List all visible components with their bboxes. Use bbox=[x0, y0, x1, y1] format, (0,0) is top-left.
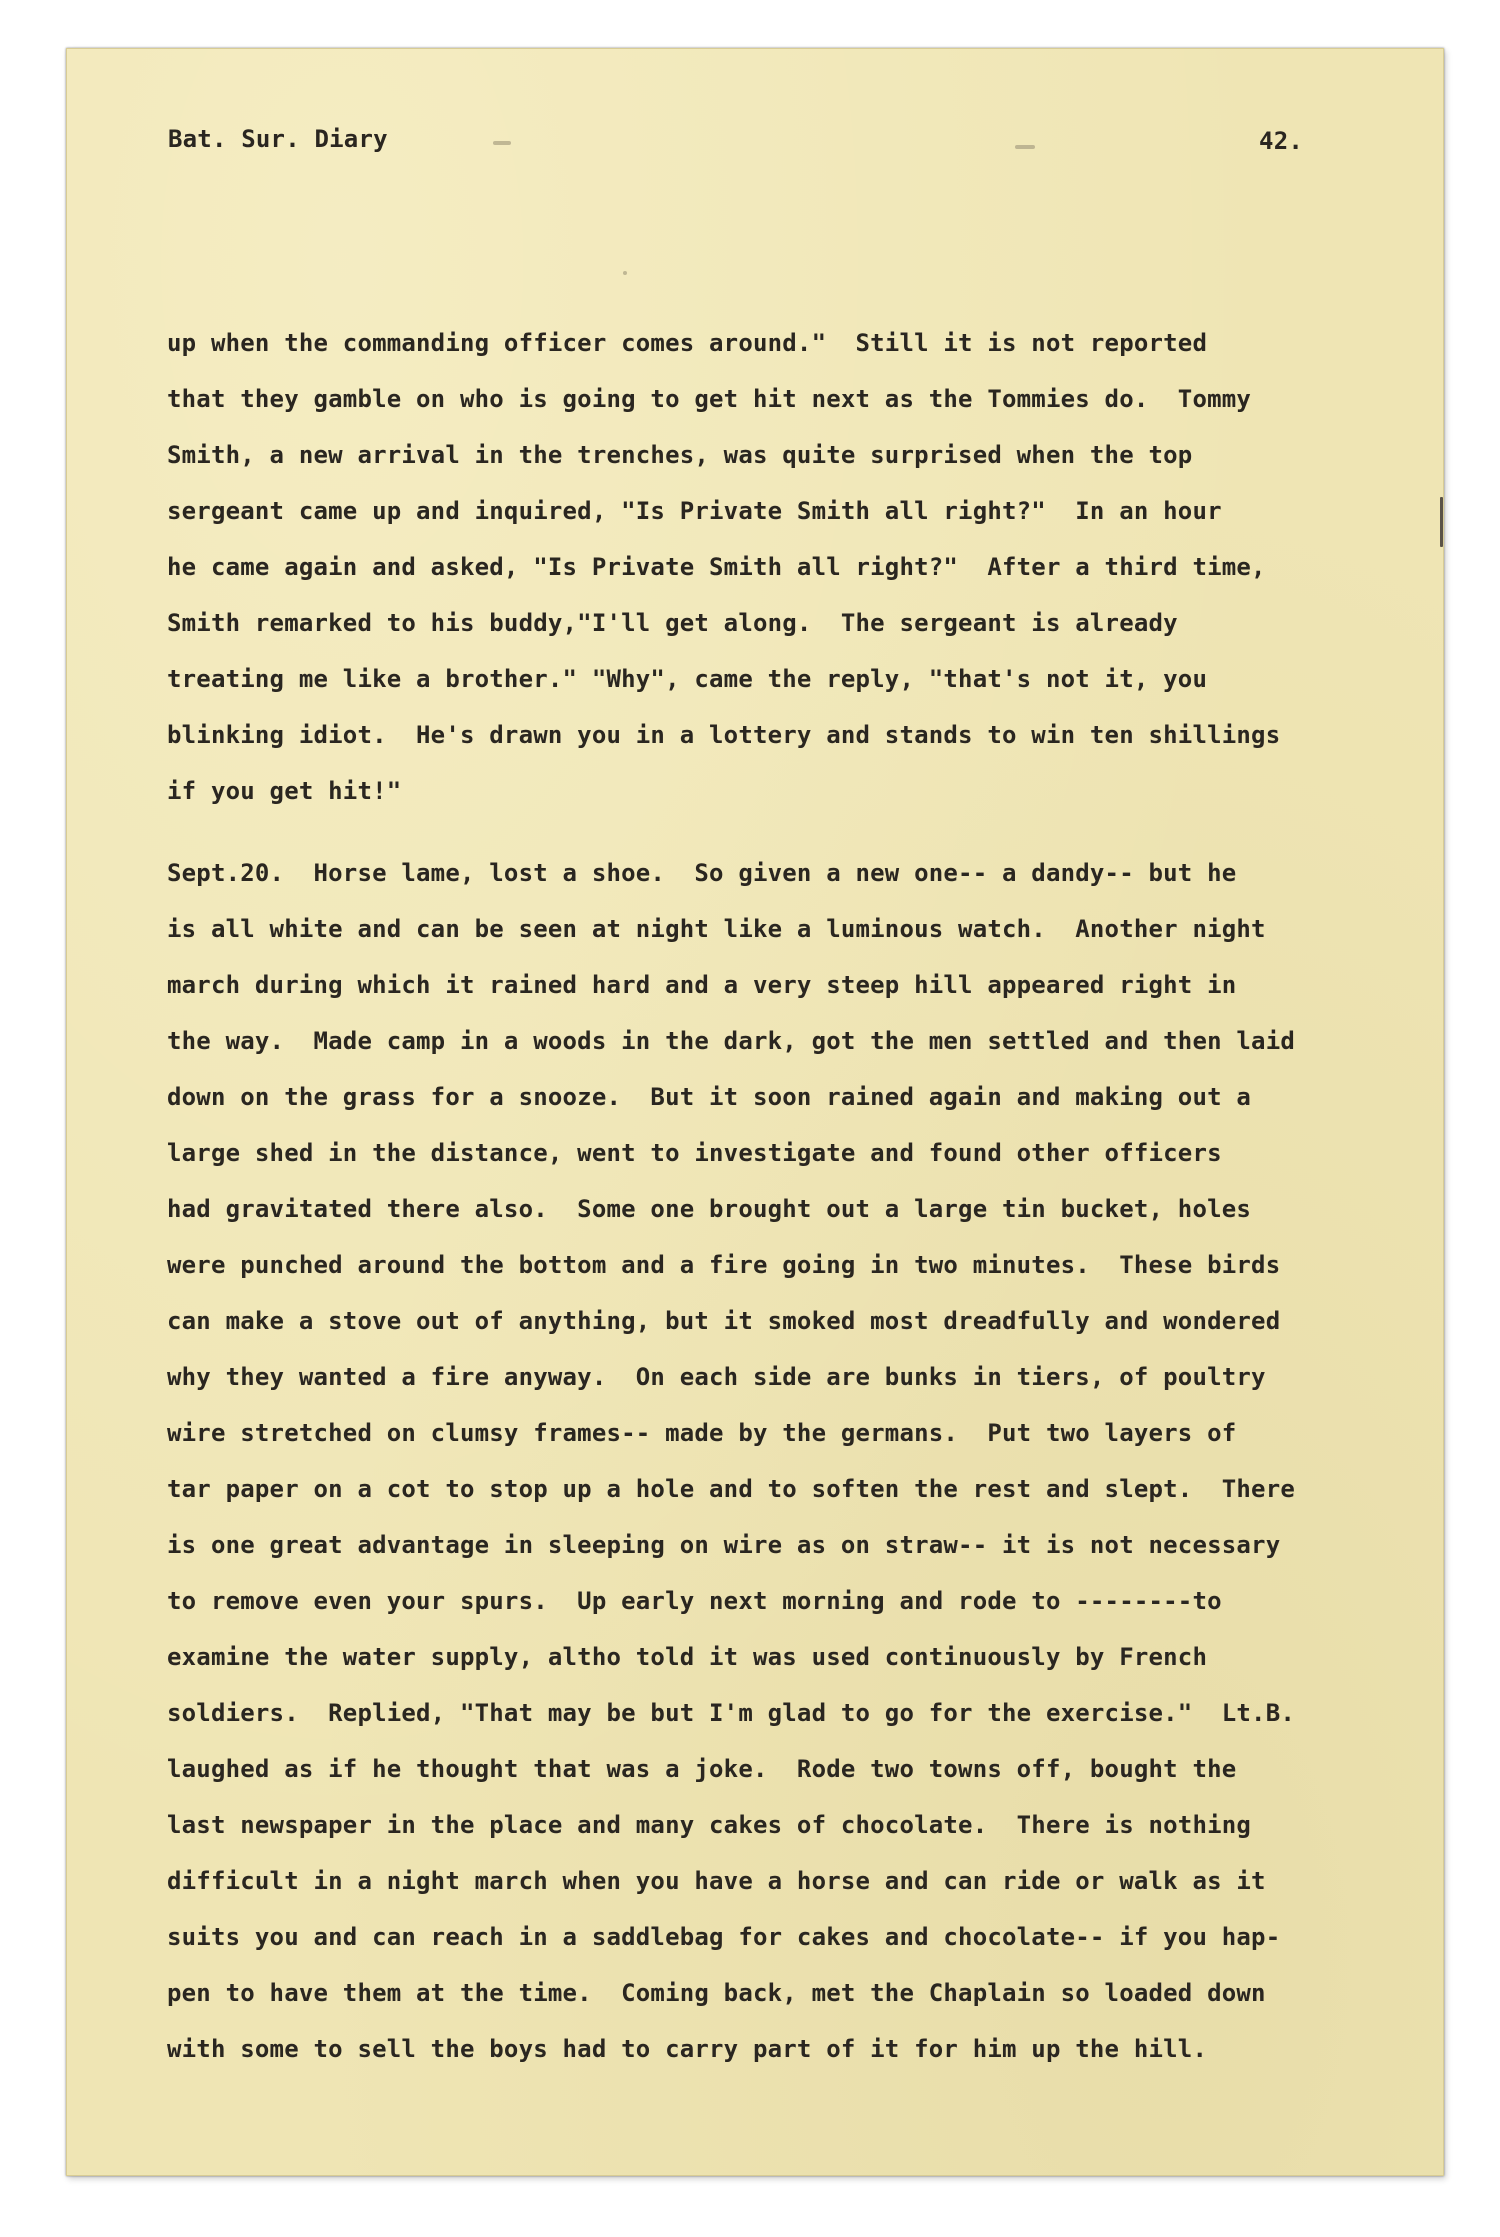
text-line: wire stretched on clumsy frames-- made by the germans. Put two layers of bbox=[167, 1419, 1237, 1447]
diary-body bbox=[167, 315, 1457, 2077]
paragraph-gap bbox=[167, 819, 1457, 845]
text-line: Smith remarked to his buddy,"I'll get along. The sergeant is already bbox=[167, 609, 1178, 637]
text-line: last newspaper in the place and many cakes of chocolate. There is nothing bbox=[167, 1811, 1252, 1839]
text-line: to remove even your spurs. Up early next morning and rode to --------to bbox=[167, 1587, 1222, 1615]
text-line: if you get hit!" bbox=[167, 777, 402, 805]
text-line: can make a stove out of anything, but it smoked most dreadfully and wondered bbox=[167, 1307, 1281, 1335]
text-line: laughed as if he thought that was a joke. Rode two towns off, bought the bbox=[167, 1755, 1237, 1783]
ink-smudge bbox=[623, 271, 627, 275]
text-line: treating me like a brother." "Why", came the reply, "that's not it, you bbox=[167, 665, 1208, 693]
paragraph bbox=[167, 845, 1457, 2077]
ink-smudge bbox=[493, 141, 511, 145]
text-line: down on the grass for a snooze. But it soon rained again and making out a bbox=[167, 1083, 1252, 1111]
text-line: Smith, a new arrival in the trenches, was quite surprised when the top bbox=[167, 441, 1193, 469]
text-line: why they wanted a fire anyway. On each side are bunks in tiers, of poultry bbox=[167, 1363, 1266, 1391]
text-line: is one great advantage in sleeping on wire as on straw-- it is not necessary bbox=[167, 1531, 1281, 1559]
text-line: were punched around the bottom and a fire going in two minutes. These birds bbox=[167, 1251, 1281, 1279]
text-line: that they gamble on who is going to get hit next as the Tommies do. Tommy bbox=[167, 385, 1252, 413]
ink-smudge bbox=[1015, 145, 1035, 149]
text-line: tar paper on a cot to stop up a hole and to soften the rest and slept. There bbox=[167, 1475, 1295, 1503]
text-line: up when the commanding officer comes around." Still it is not reported bbox=[167, 329, 1208, 357]
text-line: large shed in the distance, went to investigate and found other officers bbox=[167, 1139, 1222, 1167]
text-line: march during which it rained hard and a very steep hill appeared right in bbox=[167, 971, 1237, 999]
text-line: sergeant came up and inquired, "Is Private Smith all right?" In an hour bbox=[167, 497, 1222, 525]
text-line: had gravitated there also. Some one brought out a large tin bucket, holes bbox=[167, 1195, 1252, 1223]
text-line: with some to sell the boys had to carry part of it for him up the hill. bbox=[167, 2035, 1208, 2063]
text-line: the way. Made camp in a woods in the dark, got the men settled and then laid bbox=[167, 1027, 1295, 1055]
text-line: he came again and asked, "Is Private Smith all right?" After a third time, bbox=[167, 553, 1266, 581]
page-number: 42. bbox=[1259, 127, 1303, 155]
text-line: blinking idiot. He's drawn you in a lottery and stands to win ten shillings bbox=[167, 721, 1281, 749]
text-line: Sept.20. Horse lame, lost a shoe. So given a new one-- a dandy-- but he bbox=[167, 859, 1237, 887]
page-header-title: Bat. Sur. Diary bbox=[168, 125, 388, 153]
text-line: difficult in a night march when you have a horse and can ride or walk as it bbox=[167, 1867, 1266, 1895]
text-line: examine the water supply, altho told it was used continuously by French bbox=[167, 1643, 1208, 1671]
text-line: pen to have them at the time. Coming back, met the Chaplain so loaded down bbox=[167, 1979, 1266, 2007]
text-line: suits you and can reach in a saddlebag for cakes and chocolate-- if you hap- bbox=[167, 1923, 1281, 1951]
typed-page bbox=[66, 48, 1444, 2176]
paragraph bbox=[167, 315, 1457, 819]
text-line: is all white and can be seen at night like a luminous watch. Another night bbox=[167, 915, 1266, 943]
text-line: soldiers. Replied, "That may be but I'm glad to go for the exercise." Lt.B. bbox=[167, 1699, 1295, 1727]
